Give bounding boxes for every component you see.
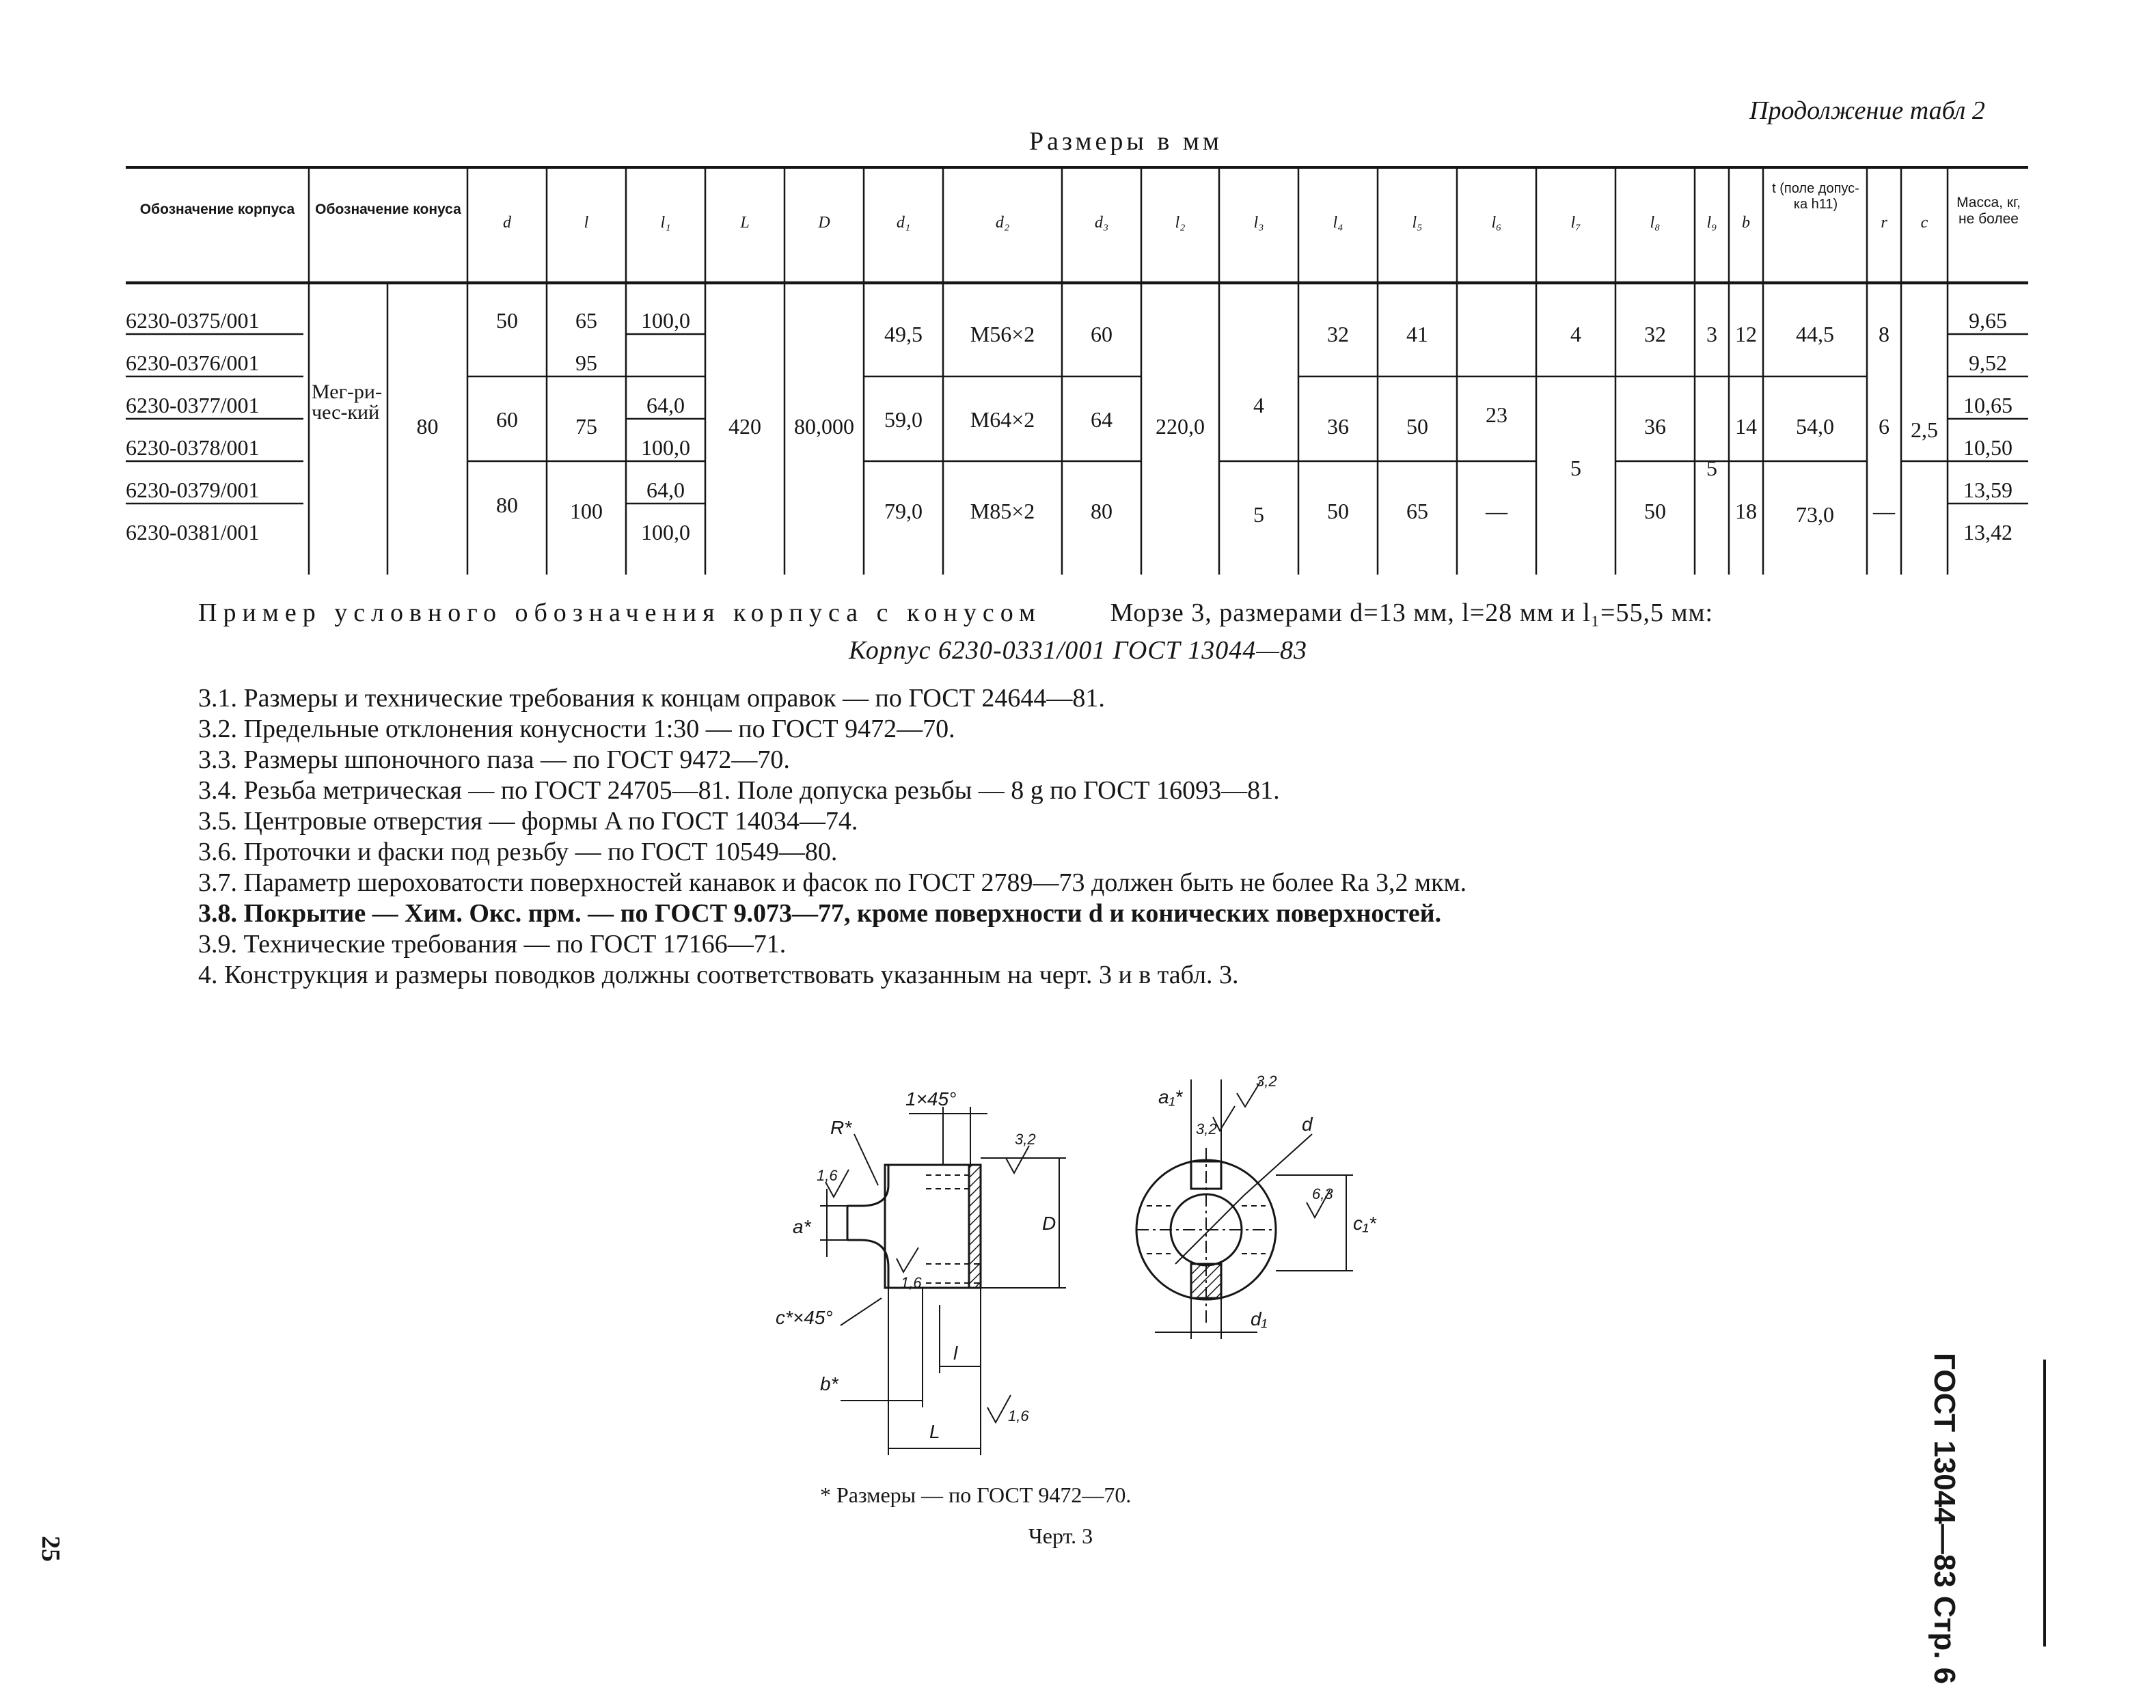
cone-name: Мег-ри-чес-кий xyxy=(312,381,382,424)
example-designation: Корпус 6230-0331/001 ГОСТ 13044—83 xyxy=(848,636,1308,665)
l4-value: 50 xyxy=(1327,499,1349,523)
l1-value: 100,0 xyxy=(641,308,690,333)
t-value: 73,0 xyxy=(1796,502,1834,527)
r-value: 8 xyxy=(1879,322,1889,346)
header-d2: d₂ xyxy=(995,214,1010,232)
label-l: l xyxy=(953,1342,958,1364)
l8-value: 50 xyxy=(1644,499,1666,523)
units-caption: Размеры в мм xyxy=(1029,127,1223,156)
header-l7: l₇ xyxy=(1570,214,1581,232)
label-c1: c₁* xyxy=(1353,1213,1376,1234)
header-l5: l₅ xyxy=(1412,214,1423,232)
label-chamfer: 1×45° xyxy=(905,1088,957,1110)
header-body-designation: Обозначение корпуса xyxy=(139,202,295,217)
cone-size: 80 xyxy=(416,414,439,439)
standard-side-label: ГОСТ 13044—83 Стр. 6 xyxy=(1928,1353,1961,1685)
l3-value: 5 xyxy=(1253,502,1264,527)
l8-value: 36 xyxy=(1644,414,1666,439)
b-value: 18 xyxy=(1735,499,1757,523)
page-number: 25 xyxy=(36,1536,65,1562)
l7-value: 4 xyxy=(1570,322,1581,346)
l2-value: 220,0 xyxy=(1156,414,1205,439)
l6-value: — xyxy=(1486,499,1507,523)
l-value: 65 xyxy=(575,308,597,333)
l1-value: 64,0 xyxy=(646,393,685,417)
header-l1: l₁ xyxy=(660,214,671,232)
d3-value: 60 xyxy=(1091,322,1113,346)
header-cone-designation: Обозначение конуса xyxy=(315,202,461,217)
label-L: L xyxy=(929,1421,940,1442)
mass-value: 9,52 xyxy=(1969,350,2007,375)
d2-value: M56×2 xyxy=(970,322,1035,346)
l-value: 95 xyxy=(575,350,597,375)
example-label: Пример условного обозначения корпуса с конусом xyxy=(198,598,1042,627)
header-d1: d₁ xyxy=(896,214,911,232)
table-row-code: 6230-0375/001 xyxy=(126,308,260,333)
L-value: 420 xyxy=(728,414,761,439)
header-d3: d₃ xyxy=(1094,214,1109,232)
header-l2: l₂ xyxy=(1175,214,1186,232)
r-value: — xyxy=(1873,499,1895,523)
mass-value: 10,50 xyxy=(1963,435,2012,460)
d-value: 60 xyxy=(496,407,518,432)
drawing-note: * Размеры — по ГОСТ 9472—70. xyxy=(820,1483,1132,1507)
paragraph: 3.7. Параметр шероховатости поверхностей канавок и фасок по ГОСТ 2789—73 должен быть не более Ra 3,2 мкм. xyxy=(198,868,1467,897)
l4-value: 36 xyxy=(1327,414,1349,439)
b-value: 12 xyxy=(1735,322,1757,346)
mass-value: 13,59 xyxy=(1963,478,2012,502)
l5-value: 50 xyxy=(1406,414,1428,439)
label-roughness-16a: 1,6 xyxy=(817,1167,838,1184)
l1-value: 100,0 xyxy=(641,520,690,545)
example-line xyxy=(198,598,1713,628)
paragraph: 3.8. Покрытие — Хим. Окс. прм. — по ГОСТ 9.073—77, кроме поверхности d и конических поверхностей. xyxy=(198,899,1442,928)
paragraph: 3.6. Проточки и фаски под резьбу — по ГОСТ 10549—80. xyxy=(198,838,838,866)
l-value: 75 xyxy=(575,414,597,439)
label-roughness-32c: 3,2 xyxy=(1196,1120,1217,1138)
l-value: 100 xyxy=(570,499,603,523)
side-view-hatch xyxy=(969,1165,981,1288)
label-R: R* xyxy=(830,1117,852,1138)
l1-value: 100,0 xyxy=(641,435,690,460)
d-value: 50 xyxy=(496,308,518,333)
mass-value: 10,65 xyxy=(1963,393,2012,417)
r-value: 6 xyxy=(1879,414,1889,439)
side-view-body xyxy=(885,1165,981,1288)
header-l: l xyxy=(584,214,589,232)
l5-value: 41 xyxy=(1406,322,1428,346)
label-d: d xyxy=(1302,1114,1313,1135)
table-row-code: 6230-0377/001 xyxy=(126,393,260,417)
d-value: 80 xyxy=(496,493,518,517)
table-row-code: 6230-0378/001 xyxy=(126,435,260,460)
paragraph: 3.3. Размеры шпоночного паза — по ГОСТ 9472—70. xyxy=(198,745,790,774)
header-l3: l₃ xyxy=(1253,214,1264,232)
mass-value: 13,42 xyxy=(1963,520,2012,545)
l5-value: 65 xyxy=(1406,499,1428,523)
l9-value: 5 xyxy=(1706,456,1717,480)
table-row-code: 6230-0381/001 xyxy=(126,520,260,545)
header-r: r xyxy=(1881,214,1887,232)
header-l9: l₉ xyxy=(1706,214,1717,232)
l9-value: 3 xyxy=(1706,322,1717,346)
c-value: 2,5 xyxy=(1911,417,1938,442)
l3-value: 4 xyxy=(1253,393,1264,417)
drawing-caption: Черт. 3 xyxy=(1028,1524,1093,1548)
header-c: c xyxy=(1920,214,1928,232)
side-rule xyxy=(2043,1360,2046,1647)
d1-value: 79,0 xyxy=(884,499,923,523)
d3-value: 80 xyxy=(1091,499,1113,523)
d3-value: 64 xyxy=(1091,407,1113,432)
drawing-svg xyxy=(752,1066,1401,1476)
header-t: t (поле допус-ка h11) xyxy=(1772,181,1859,212)
t-value: 54,0 xyxy=(1796,414,1834,439)
header-d: d xyxy=(503,214,511,232)
side-view-hub xyxy=(847,1165,888,1288)
l1-value: 64,0 xyxy=(646,478,685,502)
D-value: 80,000 xyxy=(794,414,854,439)
label-D: D xyxy=(1042,1213,1056,1234)
d1-value: 49,5 xyxy=(884,322,923,346)
example-rest: Морзе 3, размерами d=13 мм, l=28 мм и l₁=55,5 мм: xyxy=(1110,598,1714,627)
header-mass: Масса, кг, не более xyxy=(1956,195,2021,227)
label-roughness-63: 6,3 xyxy=(1312,1185,1333,1202)
paragraph: 4. Конструкция и размеры поводков должны соответствовать указанным на черт. 3 и в табл. 3. xyxy=(198,961,1239,989)
technical-drawing xyxy=(752,1066,1401,1476)
l4-value: 32 xyxy=(1327,322,1349,346)
d1-value: 59,0 xyxy=(884,407,923,432)
label-c45: c*×45° xyxy=(776,1307,833,1328)
header-L: L xyxy=(740,214,750,232)
paragraph: 3.4. Резьба метрическая — по ГОСТ 24705—81. Поле допуска резьбы — 8 g по ГОСТ 16093—81. xyxy=(198,776,1280,805)
paragraph: 3.5. Центровые отверстия — формы A по ГОСТ 14034—74. xyxy=(198,807,858,836)
l7-value: 5 xyxy=(1570,456,1581,480)
continuation-label: Продолжение табл 2 xyxy=(1749,96,1985,125)
label-roughness-32: 3,2 xyxy=(1015,1131,1036,1148)
paragraph: 3.2. Предельные отклонения конусности 1:30 — по ГОСТ 9472—70. xyxy=(198,715,955,743)
d2-value: M85×2 xyxy=(970,499,1035,523)
paragraph: 3.9. Технические требования — по ГОСТ 17166—71. xyxy=(198,930,787,959)
header-b: b xyxy=(1742,214,1750,232)
header-l8: l₈ xyxy=(1650,214,1661,232)
dimensions-table xyxy=(126,166,2028,575)
d2-value: M64×2 xyxy=(970,407,1035,432)
label-roughness-32b: 3,2 xyxy=(1256,1073,1277,1090)
mass-value: 9,65 xyxy=(1969,308,2007,333)
label-d1: d₁ xyxy=(1251,1308,1268,1330)
header-l6: l₆ xyxy=(1491,214,1502,232)
label-roughness-16c: 1,6 xyxy=(1008,1407,1029,1424)
label-roughness-16b: 1,6 xyxy=(901,1274,922,1291)
label-a1: a₁* xyxy=(1158,1086,1183,1107)
table-row-code: 6230-0376/001 xyxy=(126,350,260,375)
b-value: 14 xyxy=(1735,414,1757,439)
header-D: D xyxy=(818,214,830,232)
label-b: b* xyxy=(820,1373,838,1394)
l8-value: 32 xyxy=(1644,322,1666,346)
header-l4: l₄ xyxy=(1333,214,1343,232)
t-value: 44,5 xyxy=(1796,322,1834,346)
table-row-code: 6230-0379/001 xyxy=(126,478,260,502)
l6-value: 23 xyxy=(1486,402,1507,427)
label-a: a* xyxy=(793,1216,811,1237)
paragraph: 3.1. Размеры и технические требования к концам оправок — по ГОСТ 24644—81. xyxy=(198,684,1105,713)
